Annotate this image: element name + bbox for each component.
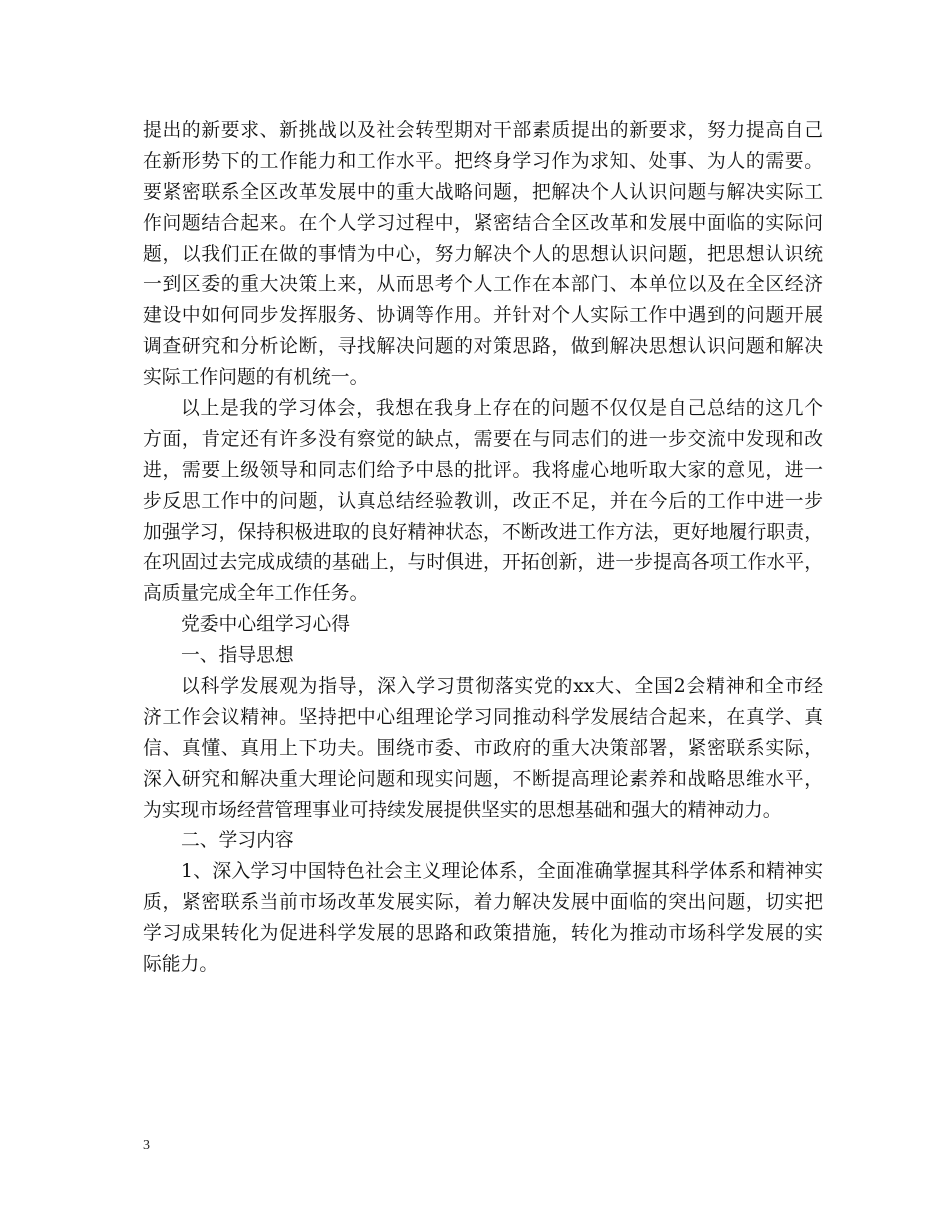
text-line: 题，以我们正在做的事情为中心，努力解决个人的思想认识问题，把思想认识统: [143, 243, 823, 265]
text-line: 实际工作问题的有机统一。: [143, 367, 369, 389]
text-line: 提出的新要求、新挑战以及社会转型期对干部素质提出的新要求，努力提高自己: [143, 120, 823, 141]
text-line: 要紧密联系全区改革发展中的重大战略问题，把解决个人认识问题与解决实际工: [143, 181, 823, 203]
text-line: 济工作会议精神。坚持把中心组理论学习同推动科学发展结合起来，在真学、真: [143, 706, 823, 728]
paragraph: [143, 672, 823, 826]
paragraph: [143, 857, 823, 981]
text-line: 1、深入学习中国特色社会主义理论体系，全面准确掌握其科学体系和精神实: [181, 861, 823, 883]
text-line: 进，需要上级领导和同志们给予中恳的批评。我将虚心地听取大家的意见，进一: [143, 459, 823, 481]
document-body: [143, 116, 823, 981]
text-line: 高质量完成全年工作任务。: [143, 583, 369, 605]
paragraph: [143, 641, 823, 672]
text-line: 一到区委的重大决策上来，从而思考个人工作在本部门、本单位以及在全区经济: [143, 274, 823, 296]
text-line: 在巩固过去完成成绩的基础上，与时俱进，开拓创新，进一步提高各项工作水平，: [143, 552, 823, 574]
paragraph: [143, 826, 823, 857]
text-line: 方面，肯定还有许多没有察觉的缺点，需要在与同志们的进一步交流中发现和改: [143, 428, 823, 450]
text-line: 作问题结合起来。在个人学习过程中，紧密结合全区改革和发展中面临的实际问: [143, 212, 823, 234]
text-line: 质，紧密联系当前市场改革发展实际，着力解决发展中面临的突出问题，切实把: [143, 892, 823, 914]
text-line: 一、指导思想: [181, 645, 294, 667]
text-line: 以科学发展观为指导，深入学习贯彻落实党的xx大、全国2会精神和全市经: [181, 676, 823, 698]
page-number: 3: [143, 1138, 150, 1153]
text-line: 为实现市场经营管理事业可持续发展提供坚实的思想基础和强大的精神动力。: [143, 799, 782, 821]
text-line: 建设中如何同步发挥服务、协调等作用。并针对个人实际工作中遇到的问题开展: [143, 305, 823, 327]
text-line: 际能力。: [143, 954, 219, 976]
text-line: 调查研究和分析论断，寻找解决问题的对策思路，做到解决思想认识问题和解决: [143, 336, 823, 358]
text-line: 步反思工作中的问题，认真总结经验教训，改正不足，并在今后的工作中进一步: [143, 490, 823, 512]
text-line: 在新形势下的工作能力和工作水平。把终身学习作为求知、处事、为人的需要。: [143, 150, 823, 172]
text-line: 学习成果转化为促进科学发展的思路和政策措施，转化为推动市场科学发展的实: [143, 923, 823, 945]
paragraph: [143, 610, 823, 641]
text-line: 信、真懂、真用上下功夫。围绕市委、市政府的重大决策部署，紧密联系实际，: [143, 737, 823, 759]
paragraph: [143, 394, 823, 610]
text-line: 以上是我的学习体会，我想在我身上存在的问题不仅仅是自己总结的这几个: [181, 398, 823, 420]
text-line: 加强学习，保持积极进取的良好精神状态，不断改进工作方法，更好地履行职责，: [143, 521, 823, 543]
text-line: 二、学习内容: [181, 830, 294, 852]
text-line: 深入研究和解决重大理论问题和现实问题，不断提高理论素养和战略思维水平，: [143, 768, 823, 790]
text-line: 党委中心组学习心得: [181, 614, 351, 636]
paragraph: [143, 116, 823, 394]
